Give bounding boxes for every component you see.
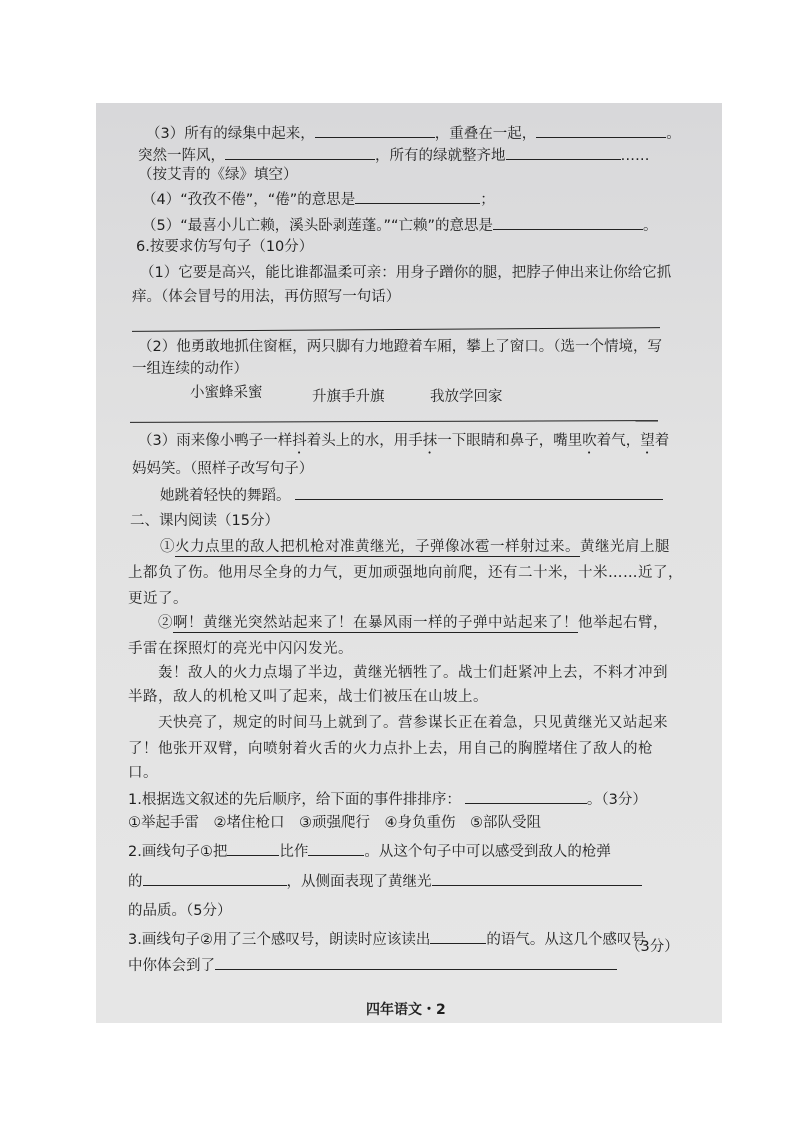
q4-blank[interactable] xyxy=(355,189,480,204)
q5-blank[interactable] xyxy=(493,215,643,230)
reading-q2-line3: 的品质。（5分） xyxy=(128,903,232,919)
q3-line2 xyxy=(138,145,650,166)
p1-number: ① xyxy=(160,539,175,555)
q5-text: （5）“最喜小儿亡赖，溪头卧剥莲蓬。”“亡赖”的意思是 xyxy=(142,218,494,234)
q6-2-option-home: 我放学回家 xyxy=(430,389,503,405)
q6-2-option-bee: 小蜜蜂采蜜 xyxy=(190,385,263,401)
q4-line xyxy=(142,189,495,210)
q5-end: 。 xyxy=(643,218,658,234)
q6-3-text-b: 着头上的水，用手 xyxy=(306,433,423,449)
passage-p2-line1 xyxy=(158,613,668,633)
reading-q2-blank-1[interactable] xyxy=(227,841,279,856)
q6-1-line1: （1）它要是高兴，能比谁都温柔可亲：用身子蹭你的腿，把脖子伸出来让你给它抓 xyxy=(140,265,672,281)
q6-3-text-a: （3）雨来像小鸭子一样 xyxy=(138,433,293,449)
passage-p4-line1: 天快亮了，规定的时间马上就到了。营参谋长正在着急，只见黄继光又站起来 xyxy=(158,715,668,731)
q3-text-a: （3）所有的绿集中起来， xyxy=(146,126,315,142)
q3-blank-1[interactable] xyxy=(315,123,435,138)
reading-q3-blank-2[interactable] xyxy=(215,955,617,970)
q3-text-e: ，所有的绿就整齐地 xyxy=(375,148,506,164)
q3-text-c: 。 xyxy=(666,126,681,142)
q6-3-dotted-verb-1: 抖 xyxy=(292,433,307,449)
underlined-sentence-1: 火力点里的敌人把机枪对准黄继光，子弹像冰雹一样射过来。 xyxy=(175,539,580,555)
reading-q2-text-b: 比作 xyxy=(279,844,309,860)
q3-text-b: ，重叠在一起， xyxy=(434,126,537,142)
page-footer: 四年语文・2 xyxy=(366,1002,446,1018)
q3-blank-3[interactable] xyxy=(225,145,375,160)
q6-3-dotted-verb-4: 望 xyxy=(640,433,655,449)
reading-q2-text-c: 。从这个句子中可以感受到敌人的枪弹 xyxy=(364,844,611,860)
passage-p2-line2: 手雷在探照灯的亮光中闪闪发光。 xyxy=(128,641,353,657)
q6-3-dotted-verb-2: 抹 xyxy=(422,433,438,449)
q6-3-text-c: 一下眼睛和鼻子，嘴里 xyxy=(437,433,583,449)
q3-text-f: …… xyxy=(620,148,650,164)
reading-q3-line2 xyxy=(128,955,617,976)
q4-text: （4）“孜孜不倦”，“倦”的意思是 xyxy=(142,192,356,208)
passage-p3-line1: 轰！敌人的火力点塌了半边，黄继光牺牲了。战士们赶紧冲上去，不料才冲到 xyxy=(158,665,668,681)
q6-2-line2: 一组连续的动作） xyxy=(132,361,248,377)
p2-number: ② xyxy=(158,615,173,631)
q6-3-text-e: 着 xyxy=(654,433,670,449)
reading-q2-text-e: ，从侧面表现了黄继光 xyxy=(286,874,432,890)
q6-3-text-d: 着气， xyxy=(596,433,641,449)
q3-instruction: （按艾青的《绿》填空） xyxy=(138,167,298,183)
reading-q2-text-a: 2.画线句子①把 xyxy=(128,844,228,860)
p1-rest: 黄继光肩上腿 xyxy=(580,539,670,555)
reading-q2-blank-2[interactable] xyxy=(308,841,364,856)
q6-3-example-text: 她跳着轻快的舞蹈。 xyxy=(160,488,291,504)
q6-1-answer-line[interactable] xyxy=(132,327,660,332)
reading-q1-score: 。（3分） xyxy=(586,792,647,808)
exam-page xyxy=(96,103,722,1023)
reading-q2-line2 xyxy=(128,871,642,892)
q6-3-dotted-verb-3: 吹 xyxy=(582,433,597,449)
reading-q2-line1 xyxy=(128,841,611,862)
q6-2-line1: （2）他勇敢地抓住窗框，两只脚有力地蹬着车厢，攀上了窗口。（选一个情境，写 xyxy=(138,339,662,355)
q6-2-option-flag: 升旗手升旗 xyxy=(312,389,385,405)
reading-q3-text-a: 3.画线句子②用了三个感叹号，朗读时应该读出 xyxy=(128,932,431,948)
underlined-sentence-2: 啊！黄继光突然站起来了！在暴风雨一样的子弹中站起来了！ xyxy=(173,615,578,631)
reading-q2-text-d: 的 xyxy=(128,874,143,890)
reading-q3-score: （3分） xyxy=(626,939,679,955)
passage-p4-line2: 了！他张开双臂，向喷射着火舌的火力点扑上去，用自己的胸膛堵住了敌人的枪 xyxy=(128,741,653,757)
reading-q3-blank-1[interactable] xyxy=(430,929,486,944)
q3-blank-4[interactable] xyxy=(506,145,621,160)
q3-text-d: 突然一阵风， xyxy=(138,148,225,164)
passage-p4-line3: 口。 xyxy=(128,765,158,781)
q6-3-line1 xyxy=(138,431,669,457)
passage-p3-line2: 半路，敌人的机枪又叫了起来，战士们被压在山坡上。 xyxy=(128,689,488,705)
q6-3-answer-blank[interactable] xyxy=(295,485,663,500)
reading-q1 xyxy=(128,789,647,810)
q6-3-example xyxy=(160,485,663,506)
p2-rest: 他举起右臂， xyxy=(578,615,668,631)
q6-1-line2: 痒。（体会冒号的用法，再仿照写一句话） xyxy=(132,289,401,305)
q3-line1 xyxy=(146,123,681,144)
q6-title: 6.按要求仿写句子（10分） xyxy=(136,239,314,255)
q6-2-answer-line[interactable] xyxy=(130,420,658,423)
passage-p1-line3: 更近了。 xyxy=(128,591,188,607)
reading-q1-text: 1.根据选文叙述的先后顺序，给下面的事件排排序： xyxy=(128,792,461,808)
reading-q1-blank[interactable] xyxy=(465,789,587,804)
section2-title: 二、课内阅读（15分） xyxy=(130,513,279,529)
reading-q2-blank-3[interactable] xyxy=(143,871,287,886)
reading-q3-text-b: 的语气。从这几个感叹号 xyxy=(486,932,646,948)
passage-p1-line1 xyxy=(160,537,670,557)
reading-q2-blank-4[interactable] xyxy=(432,871,642,886)
reading-q3-text-d: 中你体会到了 xyxy=(128,958,215,974)
q4-end: ； xyxy=(480,192,495,208)
q6-3-line2: 妈妈笑。（照样子改写句子） xyxy=(132,461,314,477)
q5-line xyxy=(142,215,658,236)
reading-q3-line1 xyxy=(128,929,646,950)
passage-p1-line2: 上都负了伤。他用尽全身的力气，更加顽强地向前爬，还有二十米，十米……近了， xyxy=(128,565,683,581)
reading-q1-options: ①举起手雷 ②堵住枪口 ③顽强爬行 ④身负重伤 ⑤部队受阻 xyxy=(128,815,541,831)
q3-blank-2[interactable] xyxy=(536,123,666,138)
